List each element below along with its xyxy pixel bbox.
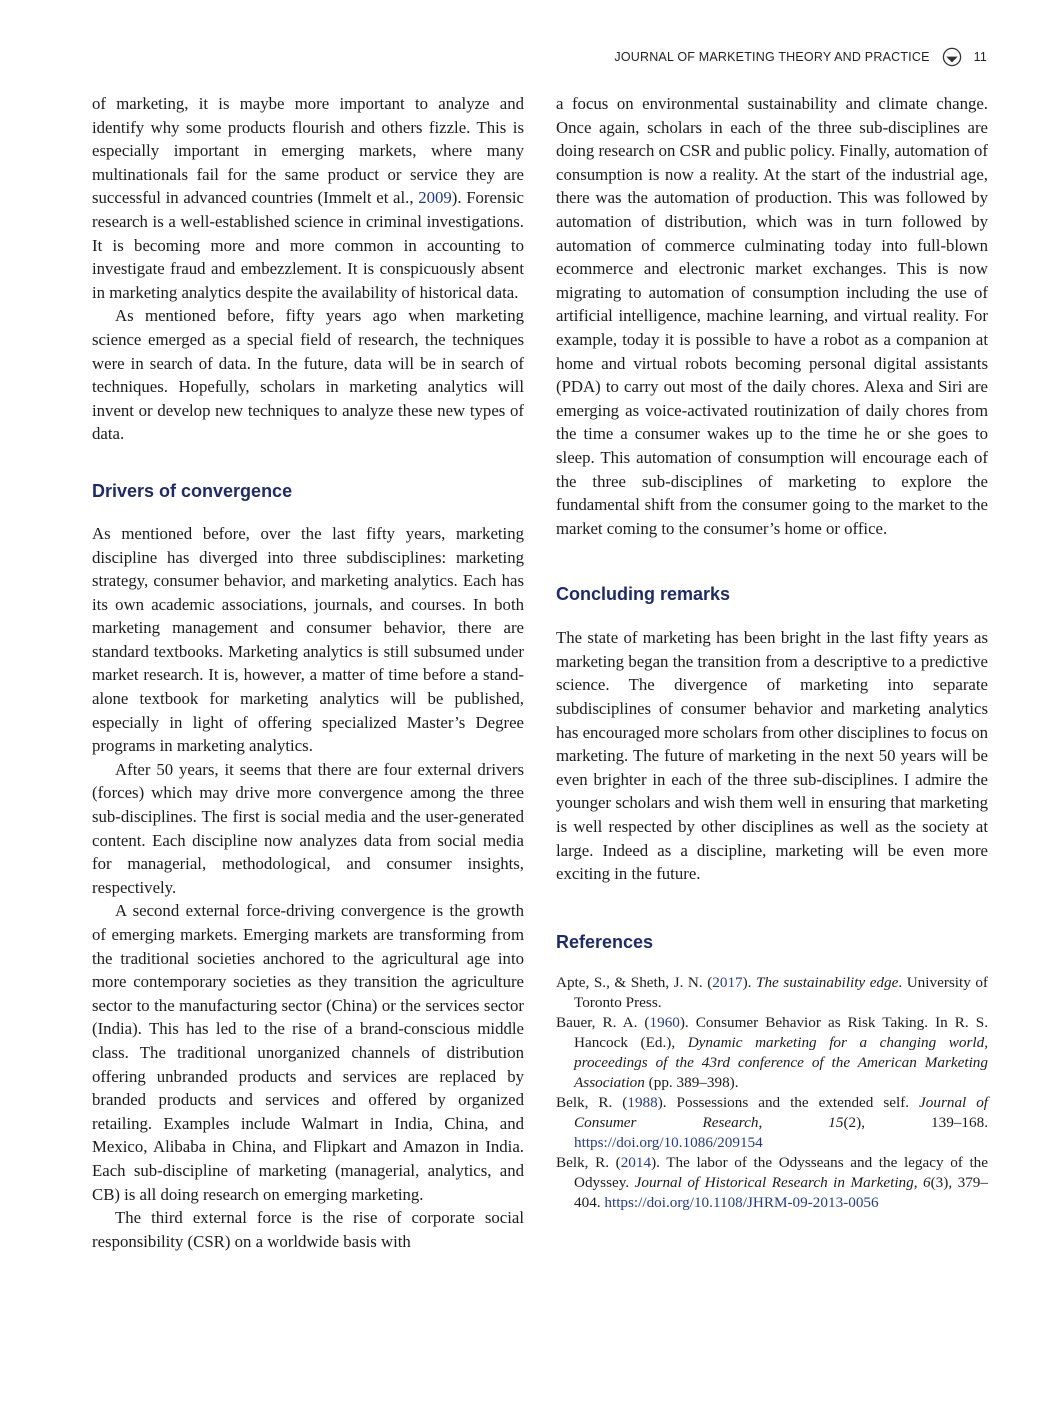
journal-title: JOURNAL OF MARKETING THEORY AND PRACTICE <box>614 50 930 64</box>
ref-authors: Bauer, R. A. ( <box>556 1013 650 1031</box>
section-heading-concluding: Concluding remarks <box>556 584 731 605</box>
ref-year-link[interactable]: 1988 <box>627 1093 658 1111</box>
page-number: 11 <box>973 50 987 64</box>
paragraph: a focus on environmental sustainability and climate change. Once again, scholars in each of the three sub-disciplines are doing research on CSR and public policy. Finally, automation of consumption is now a reality. At the start of the industrial age, there was the automation of production. This was followed by automation of distribution, which was in turn followed by automation of commerce culminating today into full-blown ecommerce and electronic market exchanges. This is now migrating to automation of consumption including the use of artificial intelligence, machine learning, and virtual reality. For example, today it is possible to have a robot as a companion at home and virtual robots becoming personal digital assistants (PDA) to carry out most of the daily chores. Alexa and Siri are emerging as voice-activated routinization of daily chores from the time a consumer wakes up to the time he or she goes to sleep. This automation of consumption will encourage each of the three sub-disciplines of marketing to explore the fundamental shift from the consumer going to the market to the market coming to the consumer’s home or office. <box>556 94 988 538</box>
paragraph: A second external force-driving convergence is the growth of emerging markets. Emerging markets are transforming from the traditional societies anchored to the agricultural age into more contemporary societies as they transition the agriculture sector to the manufacturing sector (China) or the services sector (India). This has led to the rise of a brand-conscious middle class. The traditional unorganized channels of distribution offering unbranded products and services are replaced by branded products and services and offered by organized retailing. Examples include Walmart in India, China, and Mexico, Alibaba in China, and Flipkart and Amazon in India. Each sub-discipline of marketing (managerial, analytics, and CB) is all doing research on emerging marketing. <box>92 901 524 1204</box>
crossmark-logo-icon <box>942 47 962 67</box>
paragraph: After 50 years, it seems that there are four external drivers (forces) which may drive more convergence among the three sub-disciplines. The first is social media and the user-generated content. Each discipline now analyzes data from social media for managerial, methodological, and consumer insights, respectively. <box>92 759 524 897</box>
ref-volume: 6 <box>923 1173 931 1191</box>
ref-text: . University of Toronto Press. <box>574 973 988 1011</box>
ref-doi-link[interactable]: https://doi.org/10.1086/209154 <box>574 1133 763 1151</box>
section-heading-drivers: Drivers of convergence <box>92 480 293 501</box>
section-heading-references: References <box>556 931 654 952</box>
citation-link[interactable]: 2009 <box>418 188 452 208</box>
right-column <box>556 92 988 1213</box>
ref-text: ). Consumer Behavior as Risk Taking. In R. S. Hancock (Ed.), <box>574 1013 988 1051</box>
reference-item <box>556 973 988 1013</box>
ref-text: ). <box>742 973 757 991</box>
ref-doi-link[interactable]: https://doi.org/10.1108/JHRM-09-2013-0056 <box>604 1193 879 1211</box>
ref-text: ). The labor of the Odysseans and the legacy of the Odyssey. <box>574 1153 989 1191</box>
ref-journal: Journal of Consumer Research <box>574 1093 989 1131</box>
ref-text: , <box>913 1173 924 1191</box>
left-column <box>92 92 524 1253</box>
ref-journal: Journal of Historical Research in Marketing <box>634 1173 914 1191</box>
paragraph: As mentioned before, over the last fifty years, marketing discipline has diverged into three subdisciplines: marketing strategy, consumer behavior, and marketing analytics. Each has its own academic associations, journals, and courses. In both marketing management and consumer behavior, there are standard textbooks. Marketing analytics is still subsumed under market research. It is, however, a matter of time before a standalone textbook for marketing analytics will be published, especially in light of offering specialized Master’s Degree programs in marketing analytics. <box>92 523 524 756</box>
ref-text: ). Possessions and the extended self. <box>657 1093 920 1111</box>
paragraph-text: of marketing, it is maybe more important to analyze and identify why some products flourish and others fizzle. This is especially important in emerging markets, where many multinationals fail for the same product or service they are successful in advanced countries (Immelt et al., <box>92 94 524 208</box>
ref-volume: 15 <box>828 1113 844 1131</box>
paragraph: The state of marketing has been bright in the last fifty years as marketing began the transition from a descriptive to a predictive science. The divergence of marketing into separate subdisciplines of consumer behavior and marketing analytics has encouraged more scholars from other disciplines to focus on marketing. The future of marketing in the next 50 years will be even brighter in each of the three sub-disciplines. I admire the younger scholars and wish them well in ensuring that marketing is well respected by other disciplines as well as the society at large. Indeed as a discipline, marketing will be even more exciting in the future. <box>556 628 988 884</box>
reference-item <box>556 1013 988 1093</box>
ref-authors: Belk, R. ( <box>556 1153 621 1171</box>
ref-text: , <box>758 1113 829 1131</box>
paragraph: As mentioned before, fifty years ago when marketing science emerged as a special field of research, the techniques were in search of data. In the future, data will be in search of techniques. Hopefully, scholars in marketing analytics will invent or develop new techniques to analyze these new types of data. <box>92 306 524 444</box>
paragraph <box>92 92 524 304</box>
reference-list <box>556 973 988 1213</box>
ref-year-link[interactable]: 2017 <box>712 973 743 991</box>
running-header <box>614 46 987 68</box>
ref-text: (3), 379–404. <box>574 1173 988 1211</box>
ref-text: (pp. 389–398). <box>644 1073 739 1091</box>
ref-authors: Apte, S., & Sheth, J. N. ( <box>556 973 713 991</box>
ref-year-link[interactable]: 2014 <box>620 1153 652 1171</box>
ref-text: (2), 139–168. <box>843 1113 988 1131</box>
ref-year-link[interactable]: 1960 <box>649 1013 680 1031</box>
ref-authors: Belk, R. ( <box>556 1093 628 1111</box>
paragraph: The third external force is the rise of corporate social responsibility (CSR) on a worldwide basis with <box>92 1208 524 1251</box>
paragraph-text: ). Forensic research is a well-established science in criminal investigations. It is becoming more and more common in accounting to investigate fraud and embezzlement. It is conspicuously absent in marketing analytics despite the availability of historical data. <box>92 188 524 302</box>
ref-title: The sustainability edge <box>756 973 899 991</box>
reference-item <box>556 1093 988 1153</box>
reference-item <box>556 1153 988 1213</box>
ref-title: Dynamic marketing for a changing world, proceedings of the 43rd conference of the American Marketing Association <box>574 1033 988 1091</box>
